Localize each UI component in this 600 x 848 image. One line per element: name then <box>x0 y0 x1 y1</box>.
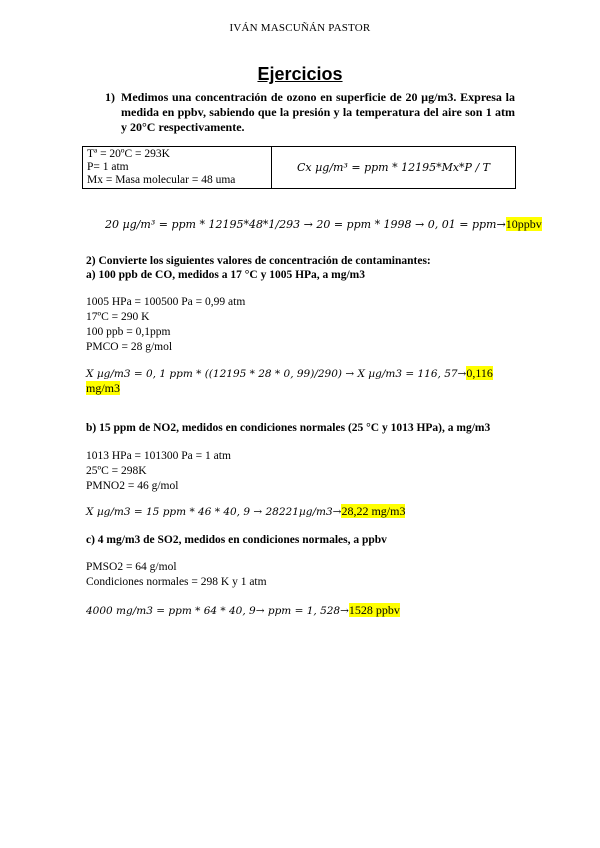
question-2a-result: 0,116 mg/m3 <box>86 366 493 395</box>
data-table-given-values <box>83 147 272 189</box>
question-2b-equation <box>86 504 405 519</box>
question-1 <box>105 90 515 135</box>
question-2a-equation <box>86 366 526 396</box>
question-2b-line: PMNO2 = 46 g/mol <box>86 480 179 492</box>
question-2c-heading: c) 4 mg/m3 de SO2, medidos en condiciones normales, a ppbv <box>86 534 387 546</box>
question-2a-equation-text: X µg/m3 = 0, 1 ppm * ((12195 * 28 * 0, 99)/290) → X µg/m3 = 116, 57→ <box>86 368 467 380</box>
equation-1-result: 10ppbv <box>505 217 542 231</box>
question-2b-result: 28,22 mg/m3 <box>341 504 406 518</box>
given-temperature: Tª = 20ºC = 293K <box>87 148 170 160</box>
question-2c-equation <box>86 603 400 618</box>
question-2a-data <box>86 295 245 355</box>
question-1-number: 1) <box>105 90 115 104</box>
question-2a-line: 1005 HPa = 100500 Pa = 0,99 atm <box>86 296 246 308</box>
question-2c-line: Condiciones normales = 298 K y 1 atm <box>86 576 267 588</box>
question-1-text: Medimos una concentración de ozono en superficie de 20 µg/m3. Expresa la medida en ppbv, sabiendo que la presión y la temperatura del aire son 1 atm y 20°C respectivamente. <box>121 90 515 134</box>
question-2b-heading: b) 15 ppm de NO2, medidos en condiciones normales (25 °C y 1013 HPa), a mg/m3 <box>86 422 491 434</box>
question-2b-equation-text: X µg/m3 = 15 ppm * 46 * 40, 9 → 28221µg/m3→ <box>86 506 342 518</box>
given-molecular-mass: Mx = Masa molecular = 48 uma <box>87 174 236 186</box>
question-2a-line: 100 ppb = 0,1ppm <box>86 326 171 338</box>
question-2c-equation-text: 4000 mg/m3 = ppm * 64 * 40, 9→ ppm = 1, 528→ <box>86 605 349 617</box>
question-2c-result: 1528 ppbv <box>348 603 400 617</box>
question-2b-line: 1013 HPa = 101300 Pa = 1 atm <box>86 450 231 462</box>
equation-1-text: 20 µg/m³ = ppm * 12195*48*1/293 → 20 = ppm * 1998 → 0, 01 = ppm→ <box>105 218 506 231</box>
conversion-formula: Cx µg/m³ = ppm * 12195*Mx*P / T <box>272 147 516 189</box>
question-2c-line: PMSO2 = 64 g/mol <box>86 561 177 573</box>
question-2c-data <box>86 560 267 590</box>
question-2a-line: PMCO = 28 g/mol <box>86 341 173 353</box>
question-2b-data <box>86 449 231 494</box>
data-table <box>82 146 516 189</box>
question-2a-line: 17ºC = 290 K <box>86 311 150 323</box>
given-pressure: P= 1 atm <box>87 161 129 173</box>
question-2a-heading: a) 100 ppb de CO, medidos a 17 °C y 1005 HPa, a mg/m3 <box>86 269 366 281</box>
equation-1 <box>105 217 542 232</box>
question-2b-line: 25ºC = 298K <box>86 465 147 477</box>
page-header: IVÁN MASCUÑÁN PASTOR <box>229 22 371 34</box>
page-title: Ejercicios <box>257 64 343 84</box>
question-2-heading: 2) Convierte los siguientes valores de concentración de contaminantes: <box>86 255 431 267</box>
